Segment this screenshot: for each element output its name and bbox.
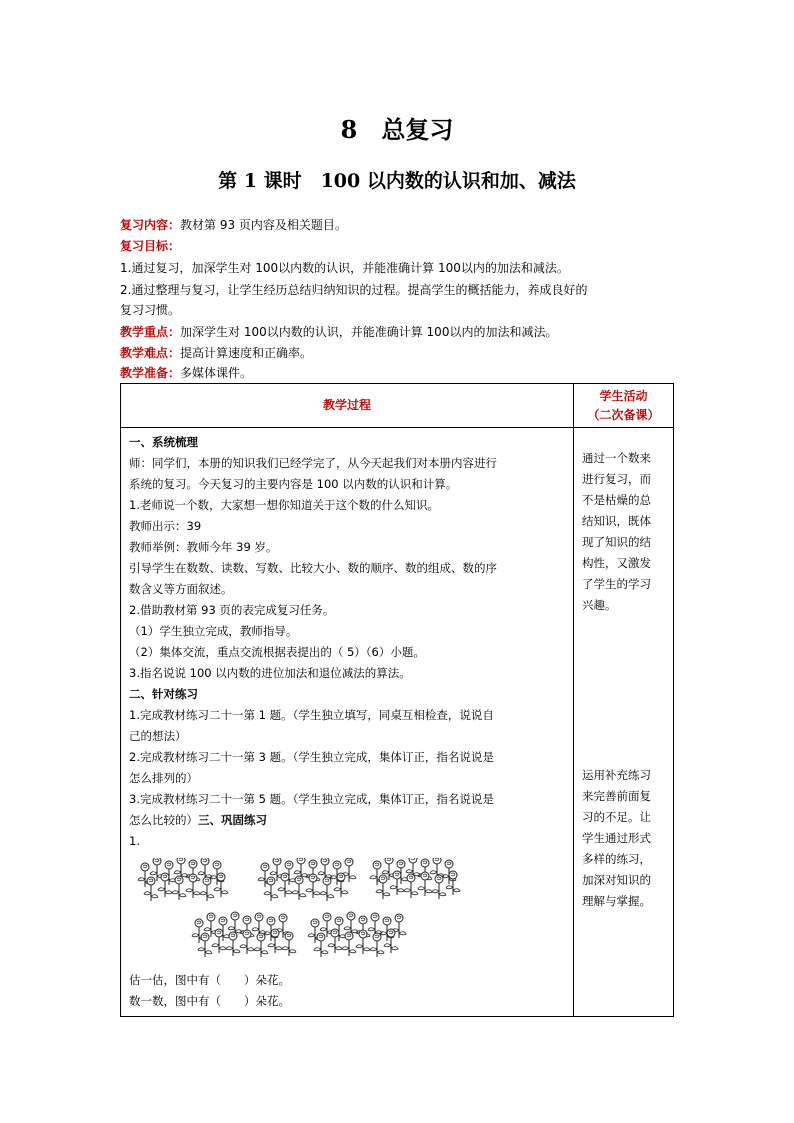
teaching-line: 2.完成教材练习二十一第 3 题。（学生独立完成，集体订正，指名说说是: [129, 750, 494, 764]
header-side-line1: 学生活动: [599, 388, 648, 403]
side-spacer: [582, 616, 665, 765]
side-note-line: 习的不足。让: [582, 810, 651, 824]
flower-group-5: [308, 912, 406, 957]
side-note-line: 进行复习，而: [582, 472, 651, 486]
teaching-line: 怎么排列的）: [129, 771, 198, 785]
teaching-line: 1.老师说一个数，大家想一想你知道关于这个数的什么知识。: [129, 498, 439, 512]
estimate-question: 估一估，图中有（ ）朵花。: [129, 973, 290, 987]
meta-label: 教学准备：: [120, 366, 181, 380]
meta-label: 复习内容：: [120, 218, 181, 232]
count-question: 数一数，图中有（ ）朵花。: [129, 994, 290, 1008]
teaching-line: [129, 810, 565, 831]
meta-goal-2: [120, 280, 680, 301]
section-heading: 二、针对练习: [129, 687, 198, 701]
teaching-line: （1）学生独立完成，教师指导。: [129, 624, 298, 638]
teaching-line: 3.完成教材练习二十一第 5 题。（学生独立完成，集体订正，指名说说是: [129, 792, 494, 806]
side-note-line: 兴趣。: [582, 598, 617, 612]
meta-review-goals: [120, 236, 680, 257]
teaching-line-text: 怎么比较的）: [129, 813, 198, 827]
flower-group-4: [192, 912, 296, 957]
teaching-process-cell: [121, 428, 574, 1017]
side-note-review: [582, 448, 665, 616]
flower-group-1: [138, 858, 228, 901]
meta-label: 教学重点：: [120, 325, 181, 339]
side-note-line: 了学生的学习: [582, 577, 651, 591]
section-heading: 三、巩固练习: [198, 813, 267, 827]
side-note-line: 来完善前面复: [582, 789, 651, 803]
header-teaching-process: 教学过程: [121, 384, 574, 428]
meta-goal-2-cont: [120, 300, 680, 321]
student-activity-cell: [574, 428, 674, 1017]
section-heading: 一、系统梳理: [129, 435, 198, 449]
teaching-line: 教师举例：教师今年 39 岁。: [129, 540, 278, 554]
side-note-line: 加深对知识的: [582, 873, 651, 887]
side-note-line: 结知识，既体: [582, 514, 651, 528]
teaching-line: （2）集体交流，重点交流根据表提出的（ 5）（6）小题。: [129, 645, 425, 659]
meta-text: 加深学生对 100以内数的认识，并能准确计算 100以内的加法和减法。: [180, 325, 558, 339]
meta-key-points: [120, 322, 680, 343]
meta-text: 1.通过复习，加深学生对 100以内数的认识，并能准确计算 100以内的加法和减法。: [120, 261, 569, 275]
flower-groups-illustration: [129, 858, 469, 970]
teaching-lines: [129, 432, 565, 810]
teaching-line: 1.: [129, 834, 140, 848]
side-note-line: 不是枯燥的总: [582, 493, 651, 507]
flower-group-3: [370, 858, 460, 899]
meta-label: 复习目标：: [120, 239, 181, 253]
meta-text: 教材第 93 页内容及相关题目。: [180, 218, 347, 232]
teaching-line: 师：同学们，本册的知识我们已经学完了，从今天起我们对本册内容进行: [129, 456, 497, 470]
header-side-line2: （二次备课）: [587, 407, 660, 422]
side-note-line: 学生通过形式: [582, 831, 651, 845]
meta-preparation: [120, 363, 680, 384]
side-note-line: 多样的练习，: [582, 852, 651, 866]
side-note-line: 现了知识的结: [582, 535, 651, 549]
teaching-line: 3.指名说说 100 以内数的进位加法和退位减法的算法。: [129, 666, 411, 680]
meta-text: 提高计算速度和正确率。: [180, 346, 313, 360]
teaching-line: 系统的复习。今天复习的主要内容是 100 以内数的认识和计算。: [129, 477, 458, 491]
flower-group-2: [258, 858, 356, 901]
side-note-line: 理解与掌握。: [582, 894, 651, 908]
lesson-subtitle: 第 1 课时 100 以内数的认识和加、减法: [218, 170, 576, 192]
teaching-line: 1.完成教材练习二十一第 1 题。（学生独立填写，同桌互相检查，说说自: [129, 708, 494, 722]
lesson-table: [120, 383, 674, 1017]
meta-text: 多媒体课件。: [180, 366, 253, 380]
side-note-line: 运用补充练习: [582, 768, 651, 782]
header-student-activity: [574, 384, 674, 428]
side-note-line: 通过一个数来: [582, 451, 651, 465]
teaching-line: 引导学生在数数、读数、写数、比较大小、数的顺序、数的组成、数的序: [129, 561, 497, 575]
meta-difficulties: [120, 343, 680, 364]
meta-label: 教学难点：: [120, 346, 181, 360]
meta-goal-1: [120, 258, 680, 279]
meta-text: 复习习惯。: [120, 303, 181, 317]
teaching-line: 己的想法）: [129, 729, 187, 743]
page-title: 8 总复习: [340, 115, 454, 144]
teaching-line: 2.借助教材第 93 页的表完成复习任务。: [129, 603, 335, 617]
side-note-practice: [582, 765, 665, 912]
teaching-line: 教师出示：39: [129, 519, 202, 533]
side-note-line: 构性，又激发: [582, 556, 651, 570]
meta-review-content: [120, 215, 680, 236]
meta-text: 2.通过整理与复习，让学生经历总结归纳知识的过程。提高学生的概括能力，养成良好的: [120, 283, 588, 297]
teaching-line: 数含义等方面叙述。: [129, 582, 233, 596]
